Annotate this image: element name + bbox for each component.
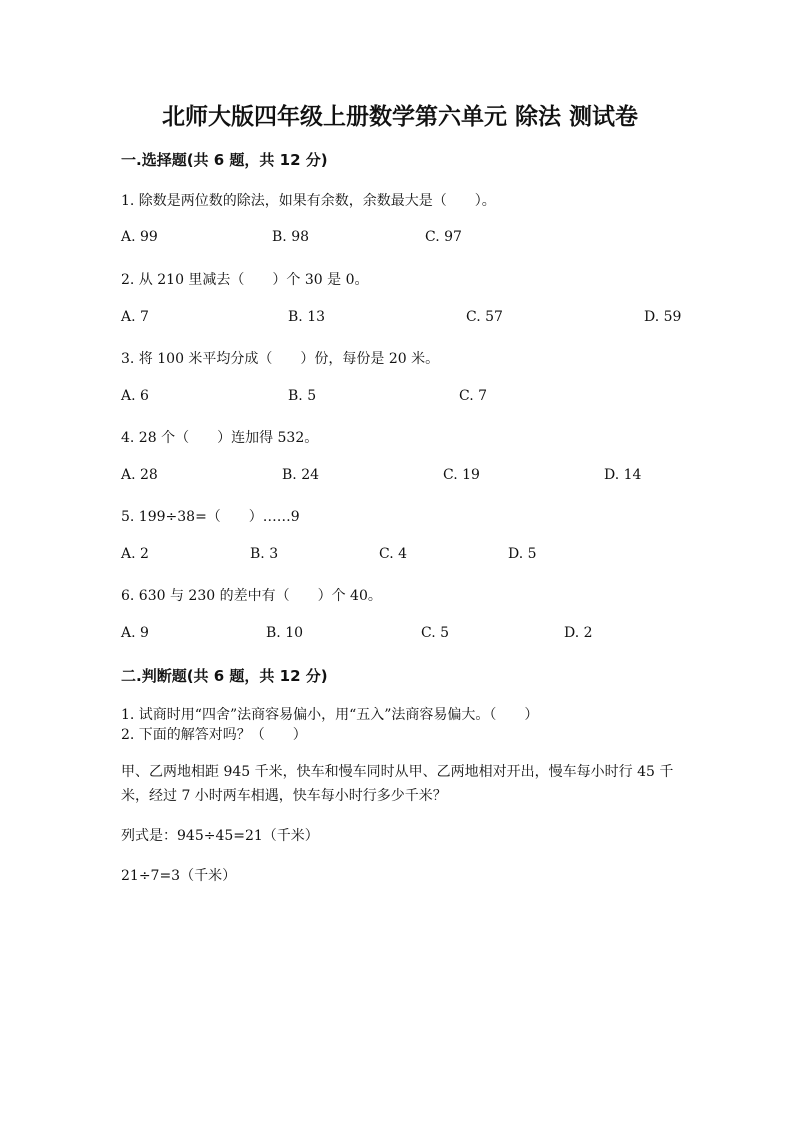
option: C. 5: [421, 625, 450, 641]
option: B. 24: [282, 467, 320, 483]
question-text: 1. 除数是两位数的除法，如果有余数，余数最大是（ ）。: [121, 193, 496, 209]
question-text: 1. 试商时用“四舍”法商容易偏小，用“五入”法商容易偏大。（ ）: [121, 707, 539, 723]
option: A. 28: [121, 467, 158, 483]
option: C. 97: [425, 229, 462, 245]
question-text: 2. 下面的解答对吗？（ ）: [121, 727, 307, 743]
option: B. 5: [288, 388, 317, 404]
option: D. 14: [604, 467, 642, 483]
section-heading-true-false: 二.判断题(共 6 题，共 12 分): [121, 667, 328, 685]
option: D. 2: [564, 625, 593, 641]
option: C. 7: [459, 388, 488, 404]
option: B. 98: [272, 229, 310, 245]
option: A. 7: [121, 309, 149, 325]
page-title: 北师大版四年级上册数学第六单元 除法 测试卷: [161, 104, 638, 130]
option: B. 13: [288, 309, 326, 325]
section-heading-multiple-choice: 一.选择题(共 6 题，共 12 分): [121, 151, 328, 169]
option: B. 10: [266, 625, 304, 641]
option: A. 99: [121, 229, 158, 245]
option: A. 9: [121, 625, 149, 641]
option: A. 2: [121, 546, 149, 562]
option: D. 5: [508, 546, 537, 562]
question-text: 5. 199÷38=（ ）……9: [121, 509, 300, 525]
option: D. 59: [644, 309, 682, 325]
question-text: 2. 从 210 里减去（ ）个 30 是 0。: [121, 272, 369, 288]
option: C. 19: [443, 467, 480, 483]
word-problem: 甲、乙两地相距 945 千米，快车和慢车同时从甲、乙两地相对开出，慢车每小时行 45 千米，经过 7 小时两车相遇，快车每小时行多少千米？: [121, 764, 674, 804]
option: C. 57: [466, 309, 503, 325]
solution-step: 列式是：945÷45=21（千米）: [121, 828, 319, 844]
option: B. 3: [250, 546, 279, 562]
question-text: 6. 630 与 230 的差中有（ ）个 40。: [121, 588, 382, 604]
solution-step: 21÷7=3（千米）: [121, 868, 237, 884]
question-text: 4. 28 个（ ）连加得 532。: [121, 430, 319, 446]
question-text: 3. 将 100 米平均分成（ ）份，每份是 20 米。: [121, 351, 440, 367]
option: A. 6: [121, 388, 149, 404]
option: C. 4: [379, 546, 408, 562]
